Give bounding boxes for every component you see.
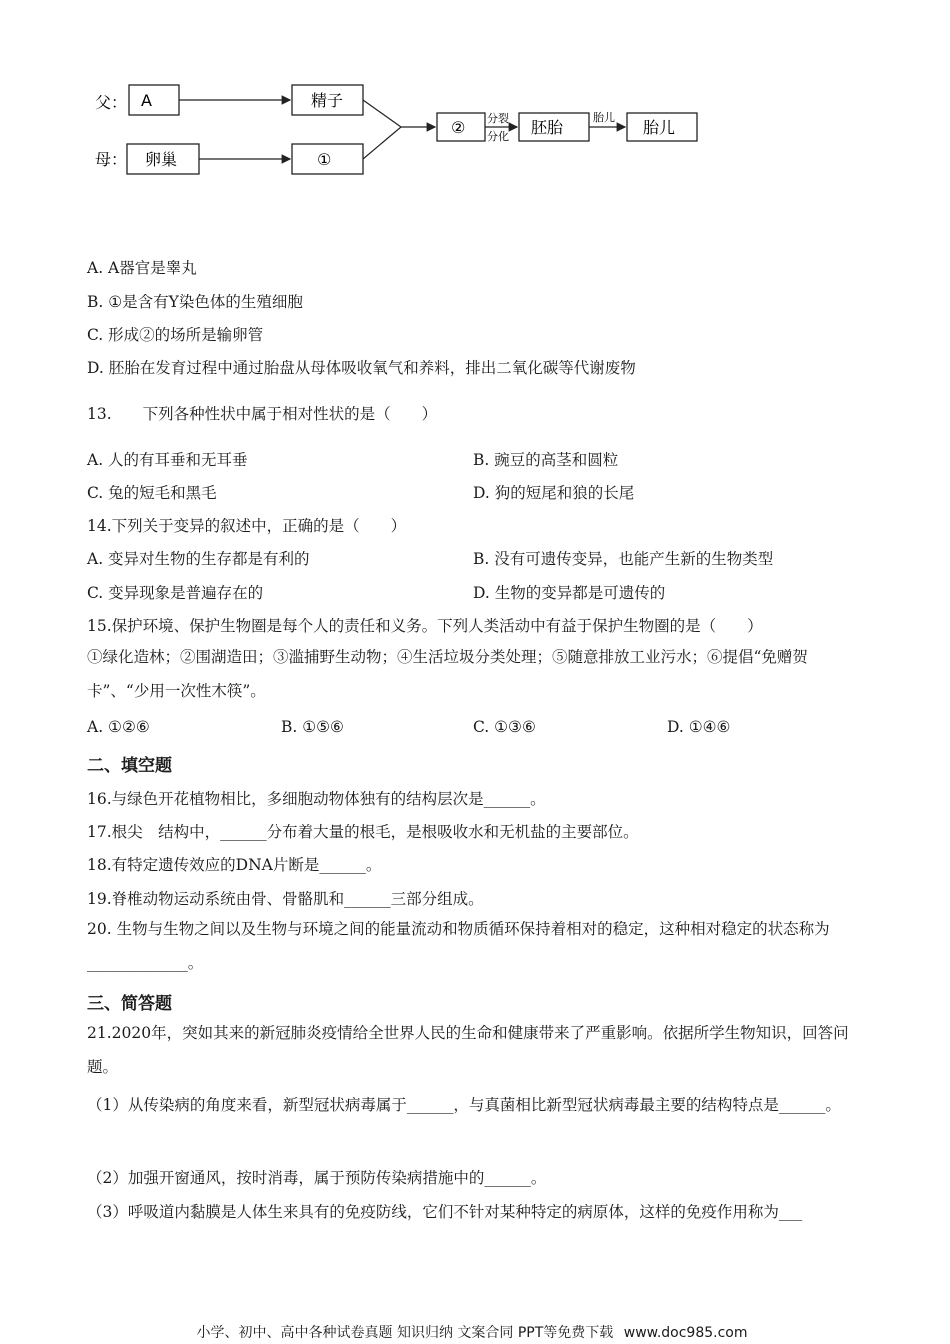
q15-option-b: B. ①⑤⑥	[281, 718, 344, 736]
q12-option-b: B. ①是含有Y染色体的生殖细胞	[87, 293, 303, 311]
egg-label: ①	[317, 150, 332, 169]
q14-option-d: D. 生物的变异都是可遗传的	[473, 584, 666, 602]
q15-stem: 15.保护环境、保护生物圈是每个人的责任和义务。下列人类活动中有益于保护生物圈的是（ ）	[87, 617, 763, 635]
fetus-label: 胎儿	[643, 118, 676, 137]
fetus-arrow-label: 胎儿	[593, 111, 615, 124]
page-footer	[0, 1322, 950, 1342]
q21-stem: 21.2020年，突如其来的新冠肺炎疫情给全世界人民的生命和健康带来了严重影响。依据所学生物知识，回答问题。	[87, 1024, 849, 1076]
q17: 17.根尖 结构中，______分布着大量的根毛，是根吸收水和无机盐的主要部位。	[87, 823, 639, 841]
q12-option-a: A. A器官是睾丸	[87, 259, 197, 277]
q13-option-c: C. 兔的短毛和黑毛	[87, 484, 217, 502]
ovary-label: 卵巢	[145, 150, 178, 169]
q12-option-d: D. 胚胎在发育过程中通过胎盘从母体吸收氧气和养料，排出二氧化碳等代谢废物	[87, 359, 636, 377]
organ-a-label: A	[141, 91, 152, 110]
q14-option-a: A. 变异对生物的生存都是有利的	[87, 550, 310, 568]
q14-option-b: B. 没有可遗传变异，也能产生新的生物类型	[473, 550, 774, 568]
q16: 16.与绿色开花植物相比，多细胞动物体独有的结构层次是______。	[87, 790, 546, 808]
q21-part1: （1）从传染病的角度来看，新型冠状病毒属于______，与真菌相比新型冠状病毒最主要的结构特点是______。	[87, 1096, 841, 1114]
q15-option-d: D. ①④⑥	[667, 718, 731, 736]
merge-line-bottom	[363, 127, 401, 159]
differentiate-label: 分化	[487, 130, 509, 143]
q19: 19.脊椎动物运动系统由骨、骨骼肌和______三部分组成。	[87, 890, 484, 908]
q14-stem: 14.下列关于变异的叙述中，正确的是（ ）	[87, 517, 407, 535]
q15-option-a: A. ①②⑥	[87, 718, 150, 736]
q21-part3: （3）呼吸道内黏膜是人体生来具有的免疫防线，它们不针对某种特定的病原体，这样的免疫作用称为___	[87, 1203, 803, 1221]
father-label: 父：	[95, 93, 128, 112]
reproduction-flow-diagram	[85, 78, 725, 188]
q18: 18.有特定遗传效应的DNA片断是______。	[87, 856, 382, 874]
q15-text: ①绿化造林；②围湖造田；③滥捕野生动物；④生活垃圾分类处理；⑤随意排放工业污水；⑥提倡“免赠贺卡”、“少用一次性木筷”。	[87, 648, 808, 700]
q21-part2: （2）加强开窗通风，按时消毒，属于预防传染病措施中的______。	[87, 1169, 547, 1187]
q13-option-b: B. 豌豆的高茎和圆粒	[473, 451, 619, 469]
q15-option-c: C. ①③⑥	[473, 718, 536, 736]
section-short-answer-heading: 三、简答题	[87, 994, 172, 1014]
q20: 20. 生物与生物之间以及生物与环境之间的能量流动和物质循环保持着相对的稳定，这种相对稳定的状态称为_____________。	[87, 920, 830, 972]
footer-text: 小学、初中、高中各种试卷真题 知识归纳 文案合同 PPT等免费下载	[196, 1325, 614, 1341]
footer-url[interactable]: www.doc985.com	[623, 1325, 748, 1341]
q13-option-d: D. 狗的短尾和狼的长尾	[473, 484, 635, 502]
divide-label: 分裂	[487, 112, 509, 125]
q13-option-a: A. 人的有耳垂和无耳垂	[87, 451, 248, 469]
sperm-label: 精子	[311, 91, 344, 110]
q13-stem: 13. 下列各种性状中属于相对性状的是（ ）	[87, 405, 438, 423]
embryo-label: 胚胎	[531, 118, 564, 137]
q14-option-c: C. 变异现象是普遍存在的	[87, 584, 264, 602]
mother-label: 母：	[95, 150, 128, 169]
q12-option-c: C. 形成②的场所是输卵管	[87, 326, 264, 344]
zygote-label: ②	[451, 118, 466, 137]
merge-line-top	[363, 100, 401, 127]
section-fill-blank-heading: 二、填空题	[87, 756, 172, 776]
organ-a-box	[129, 85, 179, 115]
